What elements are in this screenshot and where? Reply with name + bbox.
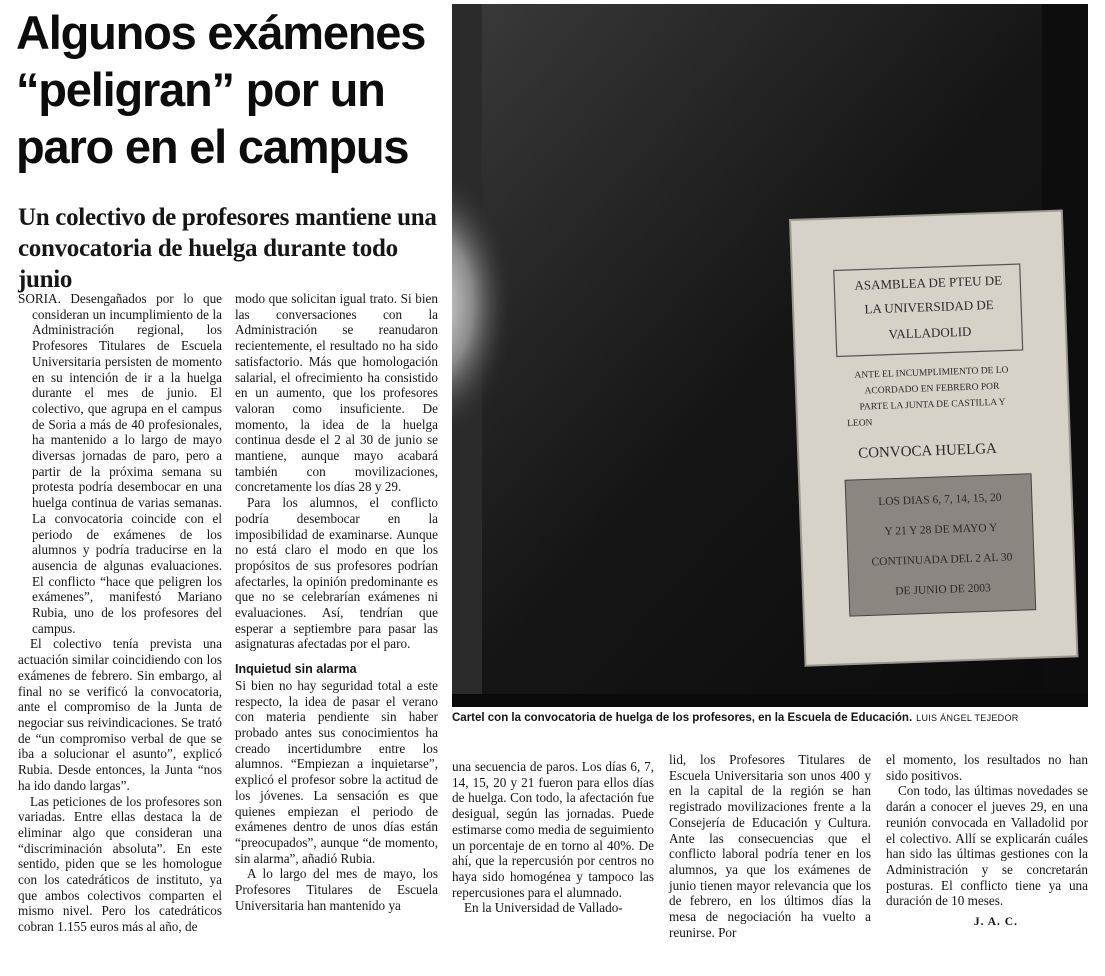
- photo: [452, 4, 1088, 707]
- article-column-5: [886, 752, 1088, 931]
- paragraph: modo que solicitan igual trato. Si bien las conversaciones con la Administración se reanudaron recientemente, el resultado no ha sido satisfactorio. Más que homologación salarial, el ofrecimiento ha consistido en un aumento, que los profesores valoran como insuficiente. De momento, la idea de la huelga continua desde el 2 al 30 de junio se mantiene, aunque mayo acabará también con movilizaciones, concretamente los días 28 y 29.: [235, 291, 438, 495]
- paragraph: Para los alumnos, el conflicto podría desembocar en la imposibilidad de examinarse. Aunque no está claro el modo en que los propósitos de sus profesores podrían afectarles, la opinión predominante es que no se celebrarían exámenes ni evaluaciones. Así, tendrían que esperar a septiembre para pasar las asignaturas afectadas por el paro.: [235, 495, 438, 652]
- window-frame-bottom: [452, 694, 1088, 707]
- paragraph: El colectivo tenía prevista una actuación similar coincidiendo con los exámenes de febrero. Sin embargo, al final no se verificó la convocatoria, ante el compromiso de la Junta de negociar sus reivindicaciones. Se trató de “un compromiso verbal de que se iba a solucionar el asunto”, explicó Rubia. Desde entonces, la Junta “nos ha ido dando largas”.: [18, 636, 222, 793]
- poster-line: ANTE EL INCUMPLIMIENTO DE LO: [854, 365, 1009, 381]
- paragraph: Con todo, las últimas novedades se darán a conocer el jueves 29, en una reunión convocada en Valladolid por el colectivo. Allí se explicarán cuáles han sido las últimas gestiones con la Administración y se concretarán posturas. El conflicto tiene ya una duración de 10 meses.: [886, 783, 1088, 909]
- dateline: SORIA.: [18, 291, 61, 306]
- paragraph: Si bien no hay seguridad total a este respecto, la idea de pasar el verano con materia pendiente sin haber probado antes sus conocimientos ha creado incertidumbre entre los alumnos. “Empiezan a inquietarse”, explicó el profesor sobre la actitud de los jóvenes. La sensación es que quienes empiezan el periodo de exámenes dentro de unos días están “preocupados”, aunque “de momento, sin alarma”, añadió Rubia.: [235, 677, 438, 866]
- strike-poster: [790, 211, 1077, 666]
- article-column-2: [235, 291, 438, 913]
- poster-line: LOS DIAS 6, 7, 14, 15, 20: [878, 491, 1002, 509]
- poster-line: LEON: [846, 418, 873, 430]
- poster-line: CONTINUADA DEL 2 AL 30: [871, 551, 1013, 569]
- poster-line: LA UNIVERSIDAD DE: [864, 296, 994, 317]
- paragraph: A lo largo del mes de mayo, los Profesores Titulares de Escuela Universitaria han mantenido ya: [235, 866, 438, 913]
- section-subtitle: Inquietud sin alarma: [235, 662, 357, 677]
- paragraph-text: Desengañados por lo que consideran un incumplimiento de la Administración regional, los Profesores Titulares de Escuela Universitaria persisten de momento en su intención de ir a la huelga durante el mes de junio. El colectivo, que agrupa en el campus de Soria a más de 40 profesionales, ha mantenido a lo largo de mayo diversas jornadas de paro, pero a partir de la próxima semana su protesta podría desembocar en una huelga continua de varias semanas. La convocatoria coincide con el periodo de exámenes de los alumnos y podría traducirse en la ausencia de algunas evaluaciones. El conflicto “hace que peligren los exámenes”, manifestó Mariano Rubia, uno de los profesores del campus.: [32, 291, 223, 636]
- photo-caption: [452, 712, 1088, 724]
- poster-line: PARTE LA JUNTA DE CASTILLA Y: [859, 397, 1006, 413]
- paragraph: [18, 291, 222, 636]
- paragraph: Las peticiones de los profesores son variadas. Entre ellas destaca la de eliminar algo que consideran una “discriminación absoluta”. En este sentido, piden que se les homologue con los catedráticos de instituto, ya que ambos colectivos comparten el mismo nivel. Pero los catedráticos cobran 1.155 euros más al año, de: [18, 793, 222, 935]
- article-column-3: [452, 759, 654, 916]
- photo-image: [452, 4, 1088, 707]
- poster-line: CONVOCA HUELGA: [857, 440, 998, 462]
- caption-text: Cartel con la convocatoria de huelga de los profesores, en la Escuela de Educación.: [452, 712, 913, 724]
- poster-line: Y 21 Y 28 DE MAYO Y: [884, 521, 998, 538]
- paragraph: una secuencia de paros. Los días 6, 7, 14, 15, 20 y 21 fueron para ellos días de huelga. Con todo, la afectación fue desigual, según las jornadas. Puede estimarse como media de seguimiento un porcentaje de en torno al 40%. De ahí, que la repercusión por centros no haya sido homogénea y tampoco las repercusiones para el alumnado.: [452, 759, 654, 900]
- article-column-4: [669, 752, 871, 940]
- poster-line: ASAMBLEA DE PTEU DE: [854, 272, 1003, 293]
- paragraph: lid, los Profesores Titulares de Escuela Universitaria son unos 400 y en la capital de la región se han registrado movilizaciones frente a la Consejería de Educación y Cultura. Ante las consecuencias que el conflicto laboral podría tener en los alumnos, ya que los exámenes de junio tienen mayor relevancia que los de febrero, en los últimos días la mesa de negociación ha vuelto a reunirse. Por: [669, 752, 871, 940]
- photo-credit: LUIS ÁNGEL TEJEDOR: [916, 713, 1019, 723]
- subheadline: Un colectivo de profesores mantiene una convocatoria de huelga durante todo junio: [18, 204, 437, 293]
- author-signature: J. A. C.: [973, 916, 1018, 929]
- poster-line: DE JUNIO DE 2003: [895, 582, 991, 598]
- poster-line: VALLADOLID: [888, 323, 972, 342]
- paragraph: En la Universidad de Vallado-: [464, 900, 623, 916]
- paragraph: el momento, los resultados no han sido positivos.: [886, 752, 1088, 783]
- article-column-1: [18, 291, 222, 935]
- poster-line: ACORDADO EN FEBRERO POR: [864, 381, 1000, 397]
- headline: Algunos exámenes “peligran” por un paro en el campus: [16, 6, 426, 173]
